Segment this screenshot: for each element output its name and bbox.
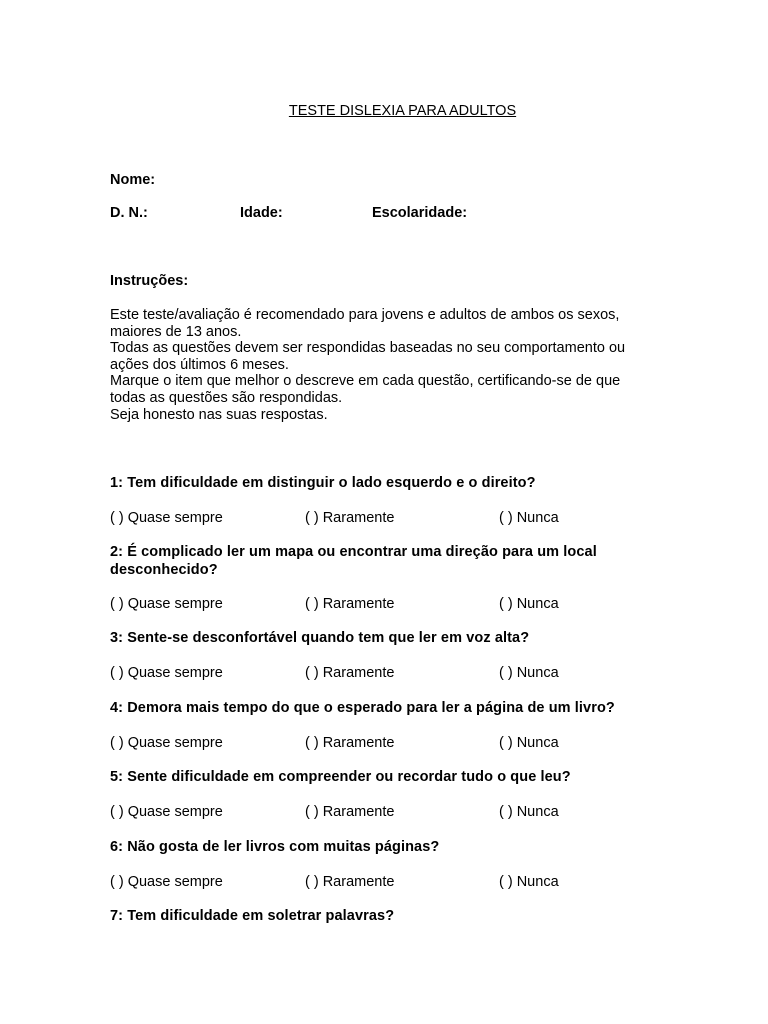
q1-option-quase-sempre[interactable]: ( ) Quase sempre bbox=[110, 510, 223, 526]
question-text: 5: Sente dificuldade em compreender ou recordar tudo o que leu? bbox=[110, 769, 571, 785]
q5-option-raramente[interactable]: ( ) Raramente bbox=[305, 804, 395, 820]
q4-option-nunca[interactable]: ( ) Nunca bbox=[499, 735, 559, 751]
q5-option-quase-sempre[interactable]: ( ) Quase sempre bbox=[110, 804, 223, 820]
q1-option-raramente[interactable]: ( ) Raramente bbox=[305, 510, 395, 526]
q3-option-raramente[interactable]: ( ) Raramente bbox=[305, 665, 395, 681]
q6-option-quase-sempre[interactable]: ( ) Quase sempre bbox=[110, 874, 223, 890]
question-text: 2: É complicado ler um mapa ou encontrar uma direção para um local bbox=[110, 544, 597, 560]
field-dn-label: D. N.: bbox=[110, 205, 148, 221]
question-3 bbox=[110, 630, 529, 648]
instruction-line: maiores de 13 anos. bbox=[110, 323, 242, 340]
q5-option-nunca[interactable]: ( ) Nunca bbox=[499, 804, 559, 820]
q1-option-nunca[interactable]: ( ) Nunca bbox=[499, 510, 559, 526]
question-text: desconhecido? bbox=[110, 561, 218, 578]
instruction-line: ações dos últimos 6 meses. bbox=[110, 356, 289, 373]
q2-option-raramente[interactable]: ( ) Raramente bbox=[305, 596, 395, 612]
instructions-text bbox=[110, 307, 625, 423]
q4-option-quase-sempre[interactable]: ( ) Quase sempre bbox=[110, 735, 223, 751]
q2-option-quase-sempre[interactable]: ( ) Quase sempre bbox=[110, 596, 223, 612]
instruction-line: todas as questões são respondidas. bbox=[110, 389, 343, 406]
field-idade-label: Idade: bbox=[240, 205, 283, 221]
question-7 bbox=[110, 908, 394, 926]
field-escolaridade-label: Escolaridade: bbox=[372, 205, 468, 221]
q4-option-raramente[interactable]: ( ) Raramente bbox=[305, 735, 395, 751]
q3-option-nunca[interactable]: ( ) Nunca bbox=[499, 665, 559, 681]
field-nome-label: Nome: bbox=[110, 172, 156, 188]
question-text: 1: Tem dificuldade em distinguir o lado esquerdo e o direito? bbox=[110, 475, 536, 491]
instruction-line: Todas as questões devem ser respondidas baseadas no seu comportamento ou bbox=[110, 340, 626, 357]
question-6 bbox=[110, 839, 439, 857]
q2-option-nunca[interactable]: ( ) Nunca bbox=[499, 596, 559, 612]
document-title: TESTE DISLEXIA PARA ADULTOS bbox=[288, 103, 517, 119]
q6-option-raramente[interactable]: ( ) Raramente bbox=[305, 874, 395, 890]
question-4 bbox=[110, 700, 615, 718]
question-text: 3: Sente-se desconfortável quando tem que ler em voz alta? bbox=[110, 630, 530, 646]
question-text: 4: Demora mais tempo do que o esperado para ler a página de um livro? bbox=[110, 700, 615, 716]
instruction-line: Marque o item que melhor o descreve em cada questão, certificando-se de que bbox=[110, 373, 621, 390]
question-1 bbox=[110, 475, 536, 493]
instruction-line: Este teste/avaliação é recomendado para jovens e adultos de ambos os sexos, bbox=[110, 307, 620, 323]
instructions-heading: Instruções: bbox=[110, 273, 189, 289]
question-text: 6: Não gosta de ler livros com muitas páginas? bbox=[110, 839, 440, 855]
q3-option-quase-sempre[interactable]: ( ) Quase sempre bbox=[110, 665, 223, 681]
question-5 bbox=[110, 769, 571, 787]
instruction-line: Seja honesto nas suas respostas. bbox=[110, 406, 328, 423]
question-text: 7: Tem dificuldade em soletrar palavras? bbox=[110, 908, 395, 924]
question-2 bbox=[110, 544, 597, 579]
q6-option-nunca[interactable]: ( ) Nunca bbox=[499, 874, 559, 890]
